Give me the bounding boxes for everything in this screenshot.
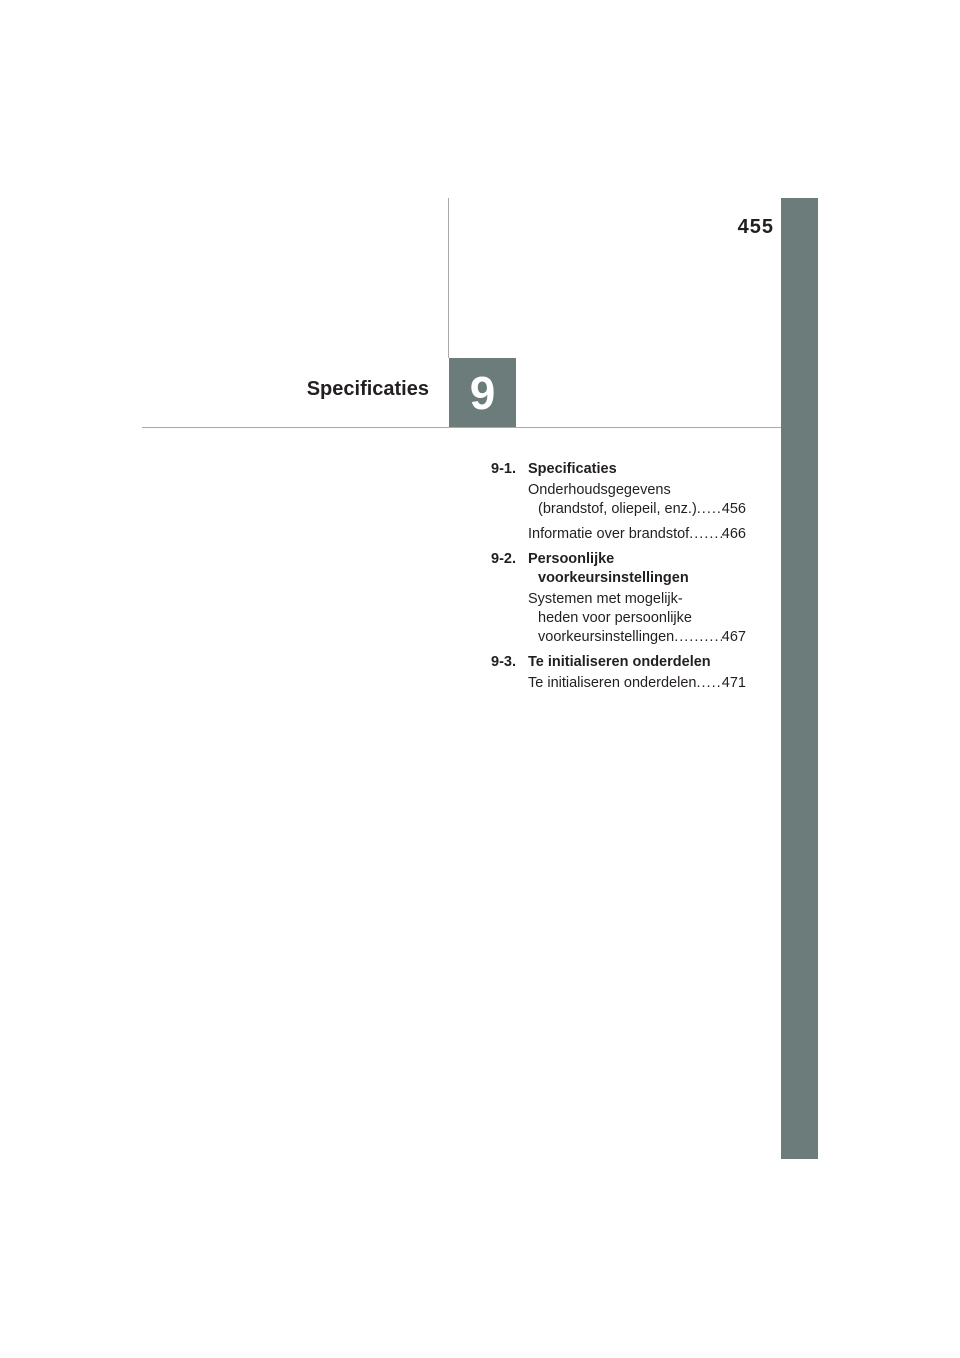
- toc-section[interactable]: [491, 653, 746, 672]
- toc-section[interactable]: [491, 460, 746, 479]
- table-of-contents: [491, 460, 746, 699]
- leader-dots: [674, 628, 722, 647]
- chapter-number-box: 9: [449, 358, 516, 427]
- entry-page: 467: [721, 629, 746, 645]
- vertical-divider: [448, 198, 449, 358]
- entry-title: (brandstof, oliepeil, enz.): [538, 501, 697, 517]
- toc-entry[interactable]: [528, 481, 746, 519]
- entry-title: Systemen met mogelijk-: [528, 591, 683, 607]
- section-number: 9-2.: [491, 551, 516, 567]
- entry-title: Te initialiseren onderdelen: [528, 675, 697, 691]
- section-title: Persoonlijke: [528, 551, 615, 567]
- entry-page: 466: [721, 526, 746, 542]
- toc-entry[interactable]: [528, 590, 746, 647]
- entry-title: heden voor persoonlijke: [538, 610, 692, 626]
- toc-section[interactable]: [491, 550, 746, 588]
- leader-dots: [689, 525, 722, 544]
- toc-entry[interactable]: [528, 674, 746, 693]
- horizontal-divider: [142, 427, 781, 428]
- side-tab: [781, 198, 818, 1159]
- leader-dots: [696, 674, 721, 693]
- entry-title: Onderhoudsgegevens: [528, 482, 671, 498]
- page-number: 455: [737, 216, 774, 238]
- section-title: Te initialiseren onderdelen: [528, 654, 711, 670]
- toc-entry[interactable]: [528, 525, 746, 544]
- section-number: 9-1.: [491, 461, 516, 477]
- entry-title: voorkeursinstellingen: [538, 629, 675, 645]
- entry-page: 456: [721, 501, 746, 517]
- entry-title: Informatie over brandstof: [528, 526, 690, 542]
- section-title: Specificaties: [528, 461, 617, 477]
- entry-page: 471: [721, 675, 746, 691]
- leader-dots: [697, 500, 722, 519]
- chapter-title: Specificaties: [306, 378, 429, 400]
- section-title: voorkeursinstellingen: [538, 570, 689, 586]
- section-number: 9-3.: [491, 654, 516, 670]
